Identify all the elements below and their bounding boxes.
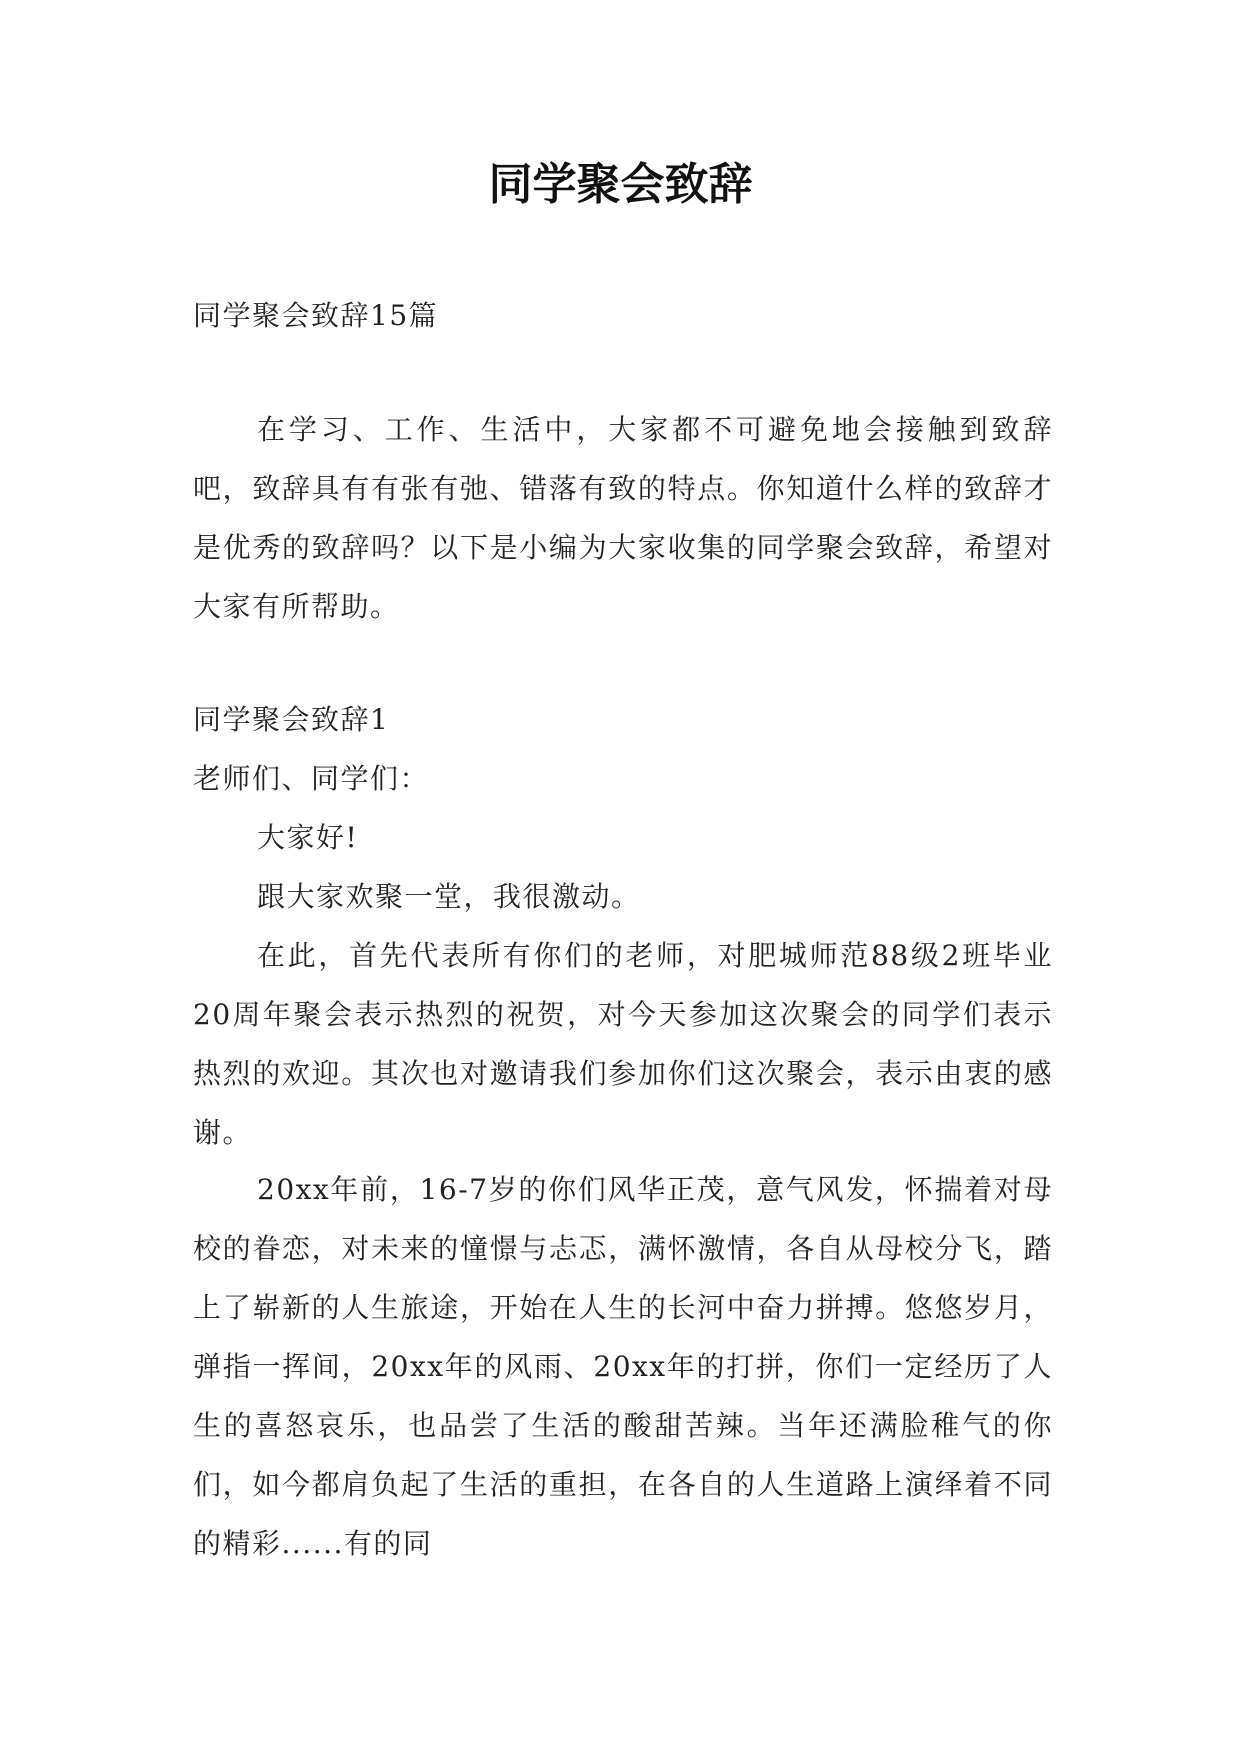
document-title: 同学聚会致辞	[488, 159, 753, 210]
intro-paragraph: 在学习、工作、生活中，大家都不可避免地会接触到致辞吧，致辞具有有张有弛、错落有致的特点。你知道什么样的致辞才是优秀的致辞吗？以下是小编为大家收集的同学聚会致辞，希望对大家有所帮助。	[193, 413, 1053, 623]
paragraph-years: 20xx年前，16-7岁的你们风华正茂，意气风发，怀揣着对母校的眷恋，对未来的憧憬与忐忑，满怀激情，各自从母校分飞，踏上了崭新的人生旅途，开始在人生的长河中奋力拼搏。悠悠岁月，弹指一挥间，20xx年的风雨、20xx年的打拼，你们一定经历了人生的喜怒哀乐，也品尝了生活的酸甜苦辣。当年还满脸稚气的你们，如今都肩负起了生活的重担，在各自的人生道路上演绎着不同的精彩......有的同	[193, 1173, 1053, 1560]
paragraph-greeting: 大家好!	[257, 821, 359, 854]
document-subtitle: 同学聚会致辞15篇	[193, 299, 439, 332]
paragraph-welcome: 在此，首先代表所有你们的老师，对肥城师范88级2班毕业20周年聚会表示热烈的祝贺，对今天参加这次聚会的同学们表示热烈的欢迎。其次也对邀请我们参加你们这次聚会，表示由衷的感谢。	[193, 939, 1053, 1149]
section-heading: 同学聚会致辞1	[193, 703, 390, 736]
paragraph-excited: 跟大家欢聚一堂，我很激动。	[257, 880, 641, 913]
salutation: 老师们、同学们：	[193, 762, 430, 795]
